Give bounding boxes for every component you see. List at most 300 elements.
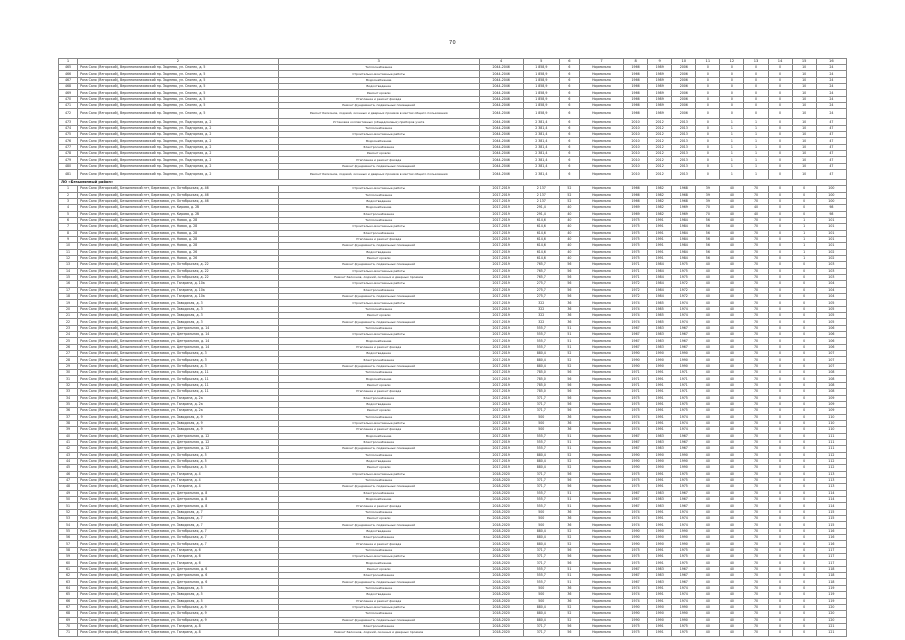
table-cell-col-14: 0 [768,497,792,503]
table-cell-col-13: 70 [744,357,768,363]
table-cell-col-11: 56 [696,236,720,242]
table-cell-col-12: 1 [720,132,744,138]
table-cell-col-6: 52 [559,458,579,464]
table-cell-col-16: 110 [816,420,846,426]
table-cell-col-16: 24 [816,90,846,96]
table-cell-col-13: 70 [744,427,768,433]
table-cell-col-4: 2018-2020 [479,592,523,598]
table-cell-col-14: 0 [768,477,792,483]
table-cell-col-5: 880,4 [523,465,559,471]
table-cell-col-12: 40 [720,325,744,331]
table-cell-col-2: Роза Сало (Ялгорский), Безымянский пгт, Березовая, ул. Гагарина, д. 2а [78,401,279,407]
table-cell-col-8: 2010 [624,125,648,131]
table-cell-col-12: 40 [720,439,744,445]
table-cell-col-4: 2017-2019 [479,243,523,249]
table-cell-col-2: Роза Сало (Ялгорский), Верхнеопалиховский пр. Заднево, ул. Подгорная, д. 2 [78,151,279,157]
table-cell-col-3: Электроснабжение [278,211,479,217]
table-cell-col-2: Роза Сало (Ялгорский), Безымянский пгт, Березовая, ул. Заводская, д. 5 [78,585,279,591]
table-cell-col-9: 1990 [648,541,672,547]
table-cell-col-3: Ремонт фундамента, подвальных помещений [278,163,479,169]
table-cell-col-3: Теплоснабжение [278,452,479,458]
table-cell-col-10: 1974 [672,300,696,306]
table-cell-col-8: 1974 [624,427,648,433]
table-cell-col-10: 1984 [672,249,696,255]
table-cell-col-14: 0 [768,446,792,452]
table-cell-col-5: 500 [523,414,559,420]
table-cell-col-11: 40 [696,376,720,382]
table-cell-col-6: 36 [559,313,579,319]
table-cell-col-15: 0 [792,617,816,623]
table-cell-col-3: Водоснабжение [278,433,479,439]
table-cell-col-16: 101 [816,217,846,223]
table-cell-col-13: 70 [744,300,768,306]
table-cell-col-13: 70 [744,287,768,293]
table-cell-col-15: 0 [792,522,816,528]
table-cell-col-12: 40 [720,452,744,458]
table-cell-col-7: Нормально [579,433,623,439]
table-cell-col-1: 33 [59,389,78,395]
table-cell-col-16: 106 [816,338,846,344]
table-cell-col-16: 107 [816,363,846,369]
table-cell-col-3: Ремонт балконов, лоджий, оконных и дверных проемов в местах общего пользования [278,170,479,180]
table-cell-col-8: 1966 [624,84,648,90]
table-cell-col-13: 70 [744,255,768,261]
table-cell-col-2: Роза Сало (Ялгорский), Безымянский пгт, Березовая, ул. Октябрьская, д. 46 [78,192,279,198]
table-cell-col-14: 0 [768,109,792,119]
table-cell-col-3: Электроснабжение [278,490,479,496]
table-cell-col-7: Нормально [579,151,623,157]
table-cell-col-11: 56 [696,243,720,249]
table-cell-col-4: 2017-2019 [479,319,523,325]
table-cell-col-10: 1967 [672,433,696,439]
table-cell-col-5: 371,7 [523,547,559,553]
table-cell-col-11: 40 [696,630,720,636]
table-cell-col-1: 475 [59,132,78,138]
table-cell-col-4: 2017-2019 [479,452,523,458]
table-cell-col-14: 0 [768,471,792,477]
table-cell-col-6: 56 [559,262,579,268]
table-cell-col-10: 1967 [672,332,696,338]
table-cell-col-8: 2010 [624,138,648,144]
table-cell-col-3: Ремонт кровли [278,382,479,388]
table-cell-col-7: Нормально [579,211,623,217]
table-cell-col-16: 109 [816,401,846,407]
table-cell-col-12: 40 [720,205,744,211]
table-cell-col-9: 1991 [648,376,672,382]
table-cell-col-11: 40 [696,611,720,617]
table-cell-col-15: 10 [792,170,816,180]
table-cell-col-3: Водоснабжение [278,77,479,83]
table-cell-col-7: Нормально [579,90,623,96]
table-cell-col-12: 40 [720,433,744,439]
table-cell-col-12: 0 [720,84,744,90]
table-cell-col-2: Роза Сало (Ялгорский), Верхнеопалиховский пр. Заднево, ул. Снопек, д. 5 [78,103,279,109]
table-cell-col-10: 1971 [672,370,696,376]
table-cell-col-15: 0 [792,623,816,629]
table-cell-col-9: 1984 [648,274,672,280]
table-cell-col-16: 115 [816,509,846,515]
table-cell-col-13: 70 [744,401,768,407]
table-cell-col-11: 0 [696,90,720,96]
table-cell-col-2: Роза Сало (Ялгорский), Безымянский пгт, Березовая, ул. Заводская, д. 3 [78,319,279,325]
table-cell-col-6: 52 [559,198,579,204]
table-cell-col-13: 70 [744,306,768,312]
table-cell-col-4: 2017-2019 [479,357,523,363]
table-cell-col-15: 0 [792,408,816,414]
table-cell-col-5: 2 381,4 [523,144,559,150]
table-cell-col-6: 52 [559,535,579,541]
table-cell-col-6: 56 [559,547,579,553]
table-cell-col-11: 56 [696,249,720,255]
table-cell-col-14: 0 [768,65,792,71]
table-cell-col-12: 40 [720,573,744,579]
table-cell-col-4: 2017-2019 [479,224,523,230]
table-cell-col-4: 2018-2020 [479,573,523,579]
table-cell-col-14: 0 [768,611,792,617]
table-cell-col-6: 6 [559,90,579,96]
table-cell-col-8: 1972 [624,294,648,300]
table-cell-col-10: 1967 [672,344,696,350]
table-cell-col-10: 2006 [672,84,696,90]
table-cell-col-5: 2 381,4 [523,163,559,169]
table-cell-col-12: 40 [720,630,744,636]
repair-program-table [58,58,847,637]
table-cell-col-1: 7 [59,224,78,230]
table-cell-col-10: 2013 [672,170,696,180]
table-cell-col-6: 40 [559,249,579,255]
table-cell-col-7: Нормально [579,477,623,483]
table-cell-col-10: 1975 [672,471,696,477]
table-cell-col-4: 2017-2019 [479,300,523,306]
table-cell-col-6: 52 [559,363,579,369]
table-cell-col-3: Водоснабжение [278,338,479,344]
table-cell-col-7: Нормально [579,84,623,90]
table-cell-col-12: 40 [720,370,744,376]
table-cell-col-12: 40 [720,585,744,591]
table-cell-col-16: 101 [816,236,846,242]
table-cell-col-6: 56 [559,268,579,274]
table-cell-col-13: 70 [744,224,768,230]
table-cell-col-14: 0 [768,84,792,90]
table-cell-col-15: 10 [792,65,816,71]
table-cell-col-5: 880,4 [523,617,559,623]
table-cell-col-16: 119 [816,585,846,591]
table-cell-col-15: 0 [792,573,816,579]
table-cell-col-9: 2012 [648,119,672,125]
table-cell-col-16: 121 [816,623,846,629]
table-cell-col-10: 1974 [672,313,696,319]
table-cell-col-4: 2017-2019 [479,420,523,426]
table-cell-col-11: 40 [696,560,720,566]
table-cell-col-15: 0 [792,389,816,395]
table-cell-col-2: Роза Сало (Ялгорский), Безымянский пгт, Березовая, ул. Центральная, д. 14 [78,338,279,344]
column-number-cell: 7 [579,59,623,65]
table-cell-col-7: Нормально [579,458,623,464]
table-cell-col-1: 67 [59,604,78,610]
table-cell-col-4: 2018-2020 [479,560,523,566]
table-cell-col-12: 40 [720,503,744,509]
table-cell-col-1: 43 [59,452,78,458]
table-cell-col-9: 1991 [648,592,672,598]
table-cell-col-15: 0 [792,560,816,566]
table-cell-col-3: Утепление и ремонт фасада [278,344,479,350]
table-cell-col-12: 40 [720,306,744,312]
table-cell-col-5: 555,7 [523,439,559,445]
column-number-cell: 13 [744,59,768,65]
table-cell-col-6: 52 [559,357,579,363]
table-cell-col-16: 24 [816,103,846,109]
table-cell-col-11: 40 [696,522,720,528]
table-cell-col-4: 2018-2020 [479,547,523,553]
column-number-cell: 9 [648,59,672,65]
table-cell-col-11: 40 [696,623,720,629]
table-cell-col-10: 1975 [672,547,696,553]
table-cell-col-13: 40 [744,211,768,217]
table-cell-col-14: 0 [768,249,792,255]
table-cell-col-11: 40 [696,274,720,280]
table-cell-col-1: 41 [59,439,78,445]
table-cell-col-7: Нормально [579,484,623,490]
table-cell-col-14: 0 [768,192,792,198]
table-cell-col-15: 10 [792,90,816,96]
table-cell-col-12: 40 [720,420,744,426]
table-cell-col-14: 0 [768,138,792,144]
table-cell-col-11: 0 [696,103,720,109]
table-cell-col-12: 40 [720,243,744,249]
table-cell-col-1: 471 [59,103,78,109]
table-cell-col-9: 1989 [648,90,672,96]
table-cell-col-3: Электроснабжение [278,573,479,579]
table-cell-col-14: 0 [768,630,792,636]
table-cell-col-9: 1991 [648,255,672,261]
table-cell-col-16: 24 [816,77,846,83]
table-cell-col-2: Роза Сало (Ялгорский), Безымянский пгт, Березовая, ул. Октябрьская, д. 46 [78,186,279,192]
table-cell-col-11: 40 [696,458,720,464]
table-cell-col-4: 2017-2019 [479,192,523,198]
table-cell-col-8: 2010 [624,119,648,125]
table-cell-col-12: 40 [720,363,744,369]
table-cell-col-7: Нормально [579,103,623,109]
table-cell-col-7: Нормально [579,344,623,350]
table-cell-col-13: 70 [744,598,768,604]
table-cell-col-6: 56 [559,554,579,560]
table-cell-col-16: 110 [816,427,846,433]
table-cell-col-2: Роза Сало (Ялгорский), Верхнеопалиховский пр. Заднево, ул. Подгорная, д. 2 [78,119,279,125]
table-cell-col-9: 1991 [648,630,672,636]
table-cell-col-6: 40 [559,230,579,236]
table-cell-col-13: 0 [744,90,768,96]
table-cell-col-3: Ремонт фундамента, подвальных помещений [278,103,479,109]
table-cell-col-9: 1983 [648,566,672,572]
table-cell-col-14: 0 [768,132,792,138]
table-cell-col-13: 70 [744,192,768,198]
table-cell-col-16: 115 [816,522,846,528]
table-cell-col-7: Нормально [579,427,623,433]
table-cell-col-5: 880,4 [523,351,559,357]
table-cell-col-9: 1982 [648,211,672,217]
table-cell-col-2: Роза Сало (Ялгорский), Безымянский пгт, Березовая, ул. Заводская, д. 3 [78,313,279,319]
table-cell-col-5: 2 381,4 [523,157,559,163]
table-cell-col-7: Нормально [579,313,623,319]
table-cell-col-12: 40 [720,414,744,420]
table-cell-col-8: 1975 [624,224,648,230]
table-cell-col-3: Ремонт фундамента, подвальных помещений [278,262,479,268]
table-cell-col-14: 0 [768,163,792,169]
table-cell-col-16: 118 [816,573,846,579]
table-cell-col-14: 0 [768,490,792,496]
table-cell-col-5: 291,4 [523,211,559,217]
table-cell-col-13: 70 [744,579,768,585]
table-cell-col-16: 118 [816,566,846,572]
table-cell-col-8: 1972 [624,281,648,287]
table-cell-col-11: 40 [696,338,720,344]
table-cell-col-15: 0 [792,611,816,617]
table-cell-col-14: 0 [768,522,792,528]
table-cell-col-15: 0 [792,287,816,293]
table-cell-col-9: 1990 [648,452,672,458]
table-cell-col-9: 1991 [648,598,672,604]
table-cell-col-5: 1 858,9 [523,65,559,71]
table-cell-col-14: 0 [768,230,792,236]
table-cell-col-16: 105 [816,319,846,325]
table-cell-col-12: 1 [720,170,744,180]
table-cell-col-4: 2017-2019 [479,198,523,204]
table-cell-col-10: 1990 [672,465,696,471]
table-cell-col-7: Нормально [579,522,623,528]
table-cell-col-5: 555,7 [523,579,559,585]
table-cell-col-13: 70 [744,236,768,242]
table-cell-col-12: 40 [720,554,744,560]
column-number-cell: 10 [672,59,696,65]
table-cell-col-3: Ремонт кровли [278,516,479,522]
table-cell-col-1: 45 [59,465,78,471]
table-cell-col-6: 51 [559,446,579,452]
table-cell-col-2: Роза Сало (Ялгорский), Безымянский пгт, Березовая, ул. Центральная, д. 14 [78,344,279,350]
table-cell-col-12: 40 [720,300,744,306]
table-cell-col-3: Ремонт фундамента, подвальных помещений [278,446,479,452]
table-cell-col-8: 1967 [624,566,648,572]
table-cell-col-5: 371,7 [523,408,559,414]
table-cell-col-16: 116 [816,535,846,541]
table-cell-col-3: Электроснабжение [278,623,479,629]
table-cell-col-11: 40 [696,516,720,522]
table-cell-col-16: 111 [816,433,846,439]
table-cell-col-12: 40 [720,211,744,217]
table-cell-col-2: Роза Сало (Ялгорский), Верхнеопалиховский пр. Заднево, ул. Снопек, д. 5 [78,71,279,77]
table-cell-col-1: 8 [59,230,78,236]
table-cell-col-11: 40 [696,446,720,452]
table-cell-col-14: 0 [768,452,792,458]
table-cell-col-5: 614,6 [523,217,559,223]
table-cell-col-13: 0 [744,103,768,109]
table-cell-col-12: 0 [720,77,744,83]
table-cell-col-3: Строительно-монтажные работы [278,420,479,426]
table-row [59,630,847,636]
table-cell-col-16: 47 [816,170,846,180]
table-cell-col-3: Строительно-монтажные работы [278,71,479,77]
table-cell-col-4: 2017-2019 [479,338,523,344]
table-cell-col-13: 1 [744,157,768,163]
table-cell-col-3: Водоотведение [278,458,479,464]
table-cell-col-14: 0 [768,528,792,534]
table-cell-col-11: 0 [696,109,720,119]
table-cell-col-9: 1983 [648,490,672,496]
table-cell-col-8: 1969 [624,205,648,211]
table-cell-col-11: 0 [696,77,720,83]
table-cell-col-16: 103 [816,268,846,274]
table-cell-col-12: 40 [720,192,744,198]
table-cell-col-11: 40 [696,509,720,515]
table-cell-col-7: Нормально [579,376,623,382]
table-cell-col-2: Роза Сало (Ялгорский), Верхнеопалиховский пр. Заднево, ул. Снопек, д. 5 [78,90,279,96]
table-cell-col-12: 40 [720,560,744,566]
table-cell-col-6: 51 [559,566,579,572]
table-cell-col-12: 1 [720,138,744,144]
table-cell-col-11: 40 [696,585,720,591]
table-cell-col-5: 765,7 [523,262,559,268]
table-cell-col-10: 1974 [672,420,696,426]
table-cell-col-13: 1 [744,144,768,150]
table-cell-col-5: 614,6 [523,230,559,236]
table-cell-col-9: 1982 [648,186,672,192]
table-cell-col-2: Роза Сало (Ялгорский), Безымянский пгт, Березовая, ул. Октябрьская, д. 22 [78,274,279,280]
table-cell-col-8: 1975 [624,560,648,566]
table-cell-col-15: 10 [792,132,816,138]
table-cell-col-10: 1967 [672,566,696,572]
table-cell-col-12: 0 [720,109,744,119]
table-cell-col-12: 0 [720,65,744,71]
table-cell-col-6: 51 [559,439,579,445]
table-cell-col-12: 40 [720,249,744,255]
table-cell-col-4: 2044-2046 [479,103,523,109]
table-cell-col-13: 1 [744,138,768,144]
table-cell-col-5: 2 137 [523,186,559,192]
table-cell-col-16: 106 [816,332,846,338]
table-cell-col-8: 1974 [624,585,648,591]
table-cell-col-13: 70 [744,528,768,534]
table-cell-col-2: Роза Сало (Ялгорский), Безымянский пгт, Березовая, ул. Заводская, д. 3 [78,300,279,306]
table-cell-col-3: Строительно-монтажные работы [278,268,479,274]
table-cell-col-1: 68 [59,611,78,617]
table-cell-col-12: 1 [720,125,744,131]
table-cell-col-16: 109 [816,395,846,401]
table-cell-col-9: 1984 [648,268,672,274]
table-cell-col-5: 555,7 [523,433,559,439]
table-cell-col-7: Нормально [579,186,623,192]
table-cell-col-11: 0 [696,84,720,90]
table-cell-col-7: Нормально [579,604,623,610]
table-cell-col-7: Нормально [579,370,623,376]
table-cell-col-13: 70 [744,414,768,420]
table-cell-col-2: Роза Сало (Ялгорский), Верхнеопалиховский пр. Заднево, ул. Снопек, д. 5 [78,96,279,102]
table-cell-col-2: Роза Сало (Ялгорский), Безымянский пгт, Березовая, ул. Центральная, д. 8 [78,497,279,503]
column-number-cell: 12 [720,59,744,65]
table-cell-col-3: Утепление и ремонт фасада [278,598,479,604]
table-cell-col-5: 1 858,9 [523,103,559,109]
table-cell-col-6: 51 [559,579,579,585]
table-cell-col-2: Роза Сало (Ялгорский), Безымянский пгт, Березовая, ул. Центральная, д. 6 [78,573,279,579]
table-cell-col-12: 40 [720,528,744,534]
table-cell-col-11: 40 [696,325,720,331]
table-cell-col-13: 70 [744,262,768,268]
table-cell-col-4: 2017-2019 [479,439,523,445]
table-cell-col-11: 40 [696,452,720,458]
table-cell-col-8: 1974 [624,313,648,319]
table-cell-col-8: 1967 [624,344,648,350]
table-cell-col-4: 2017-2019 [479,382,523,388]
table-cell-col-5: 371,7 [523,471,559,477]
table-cell-col-16: 108 [816,376,846,382]
